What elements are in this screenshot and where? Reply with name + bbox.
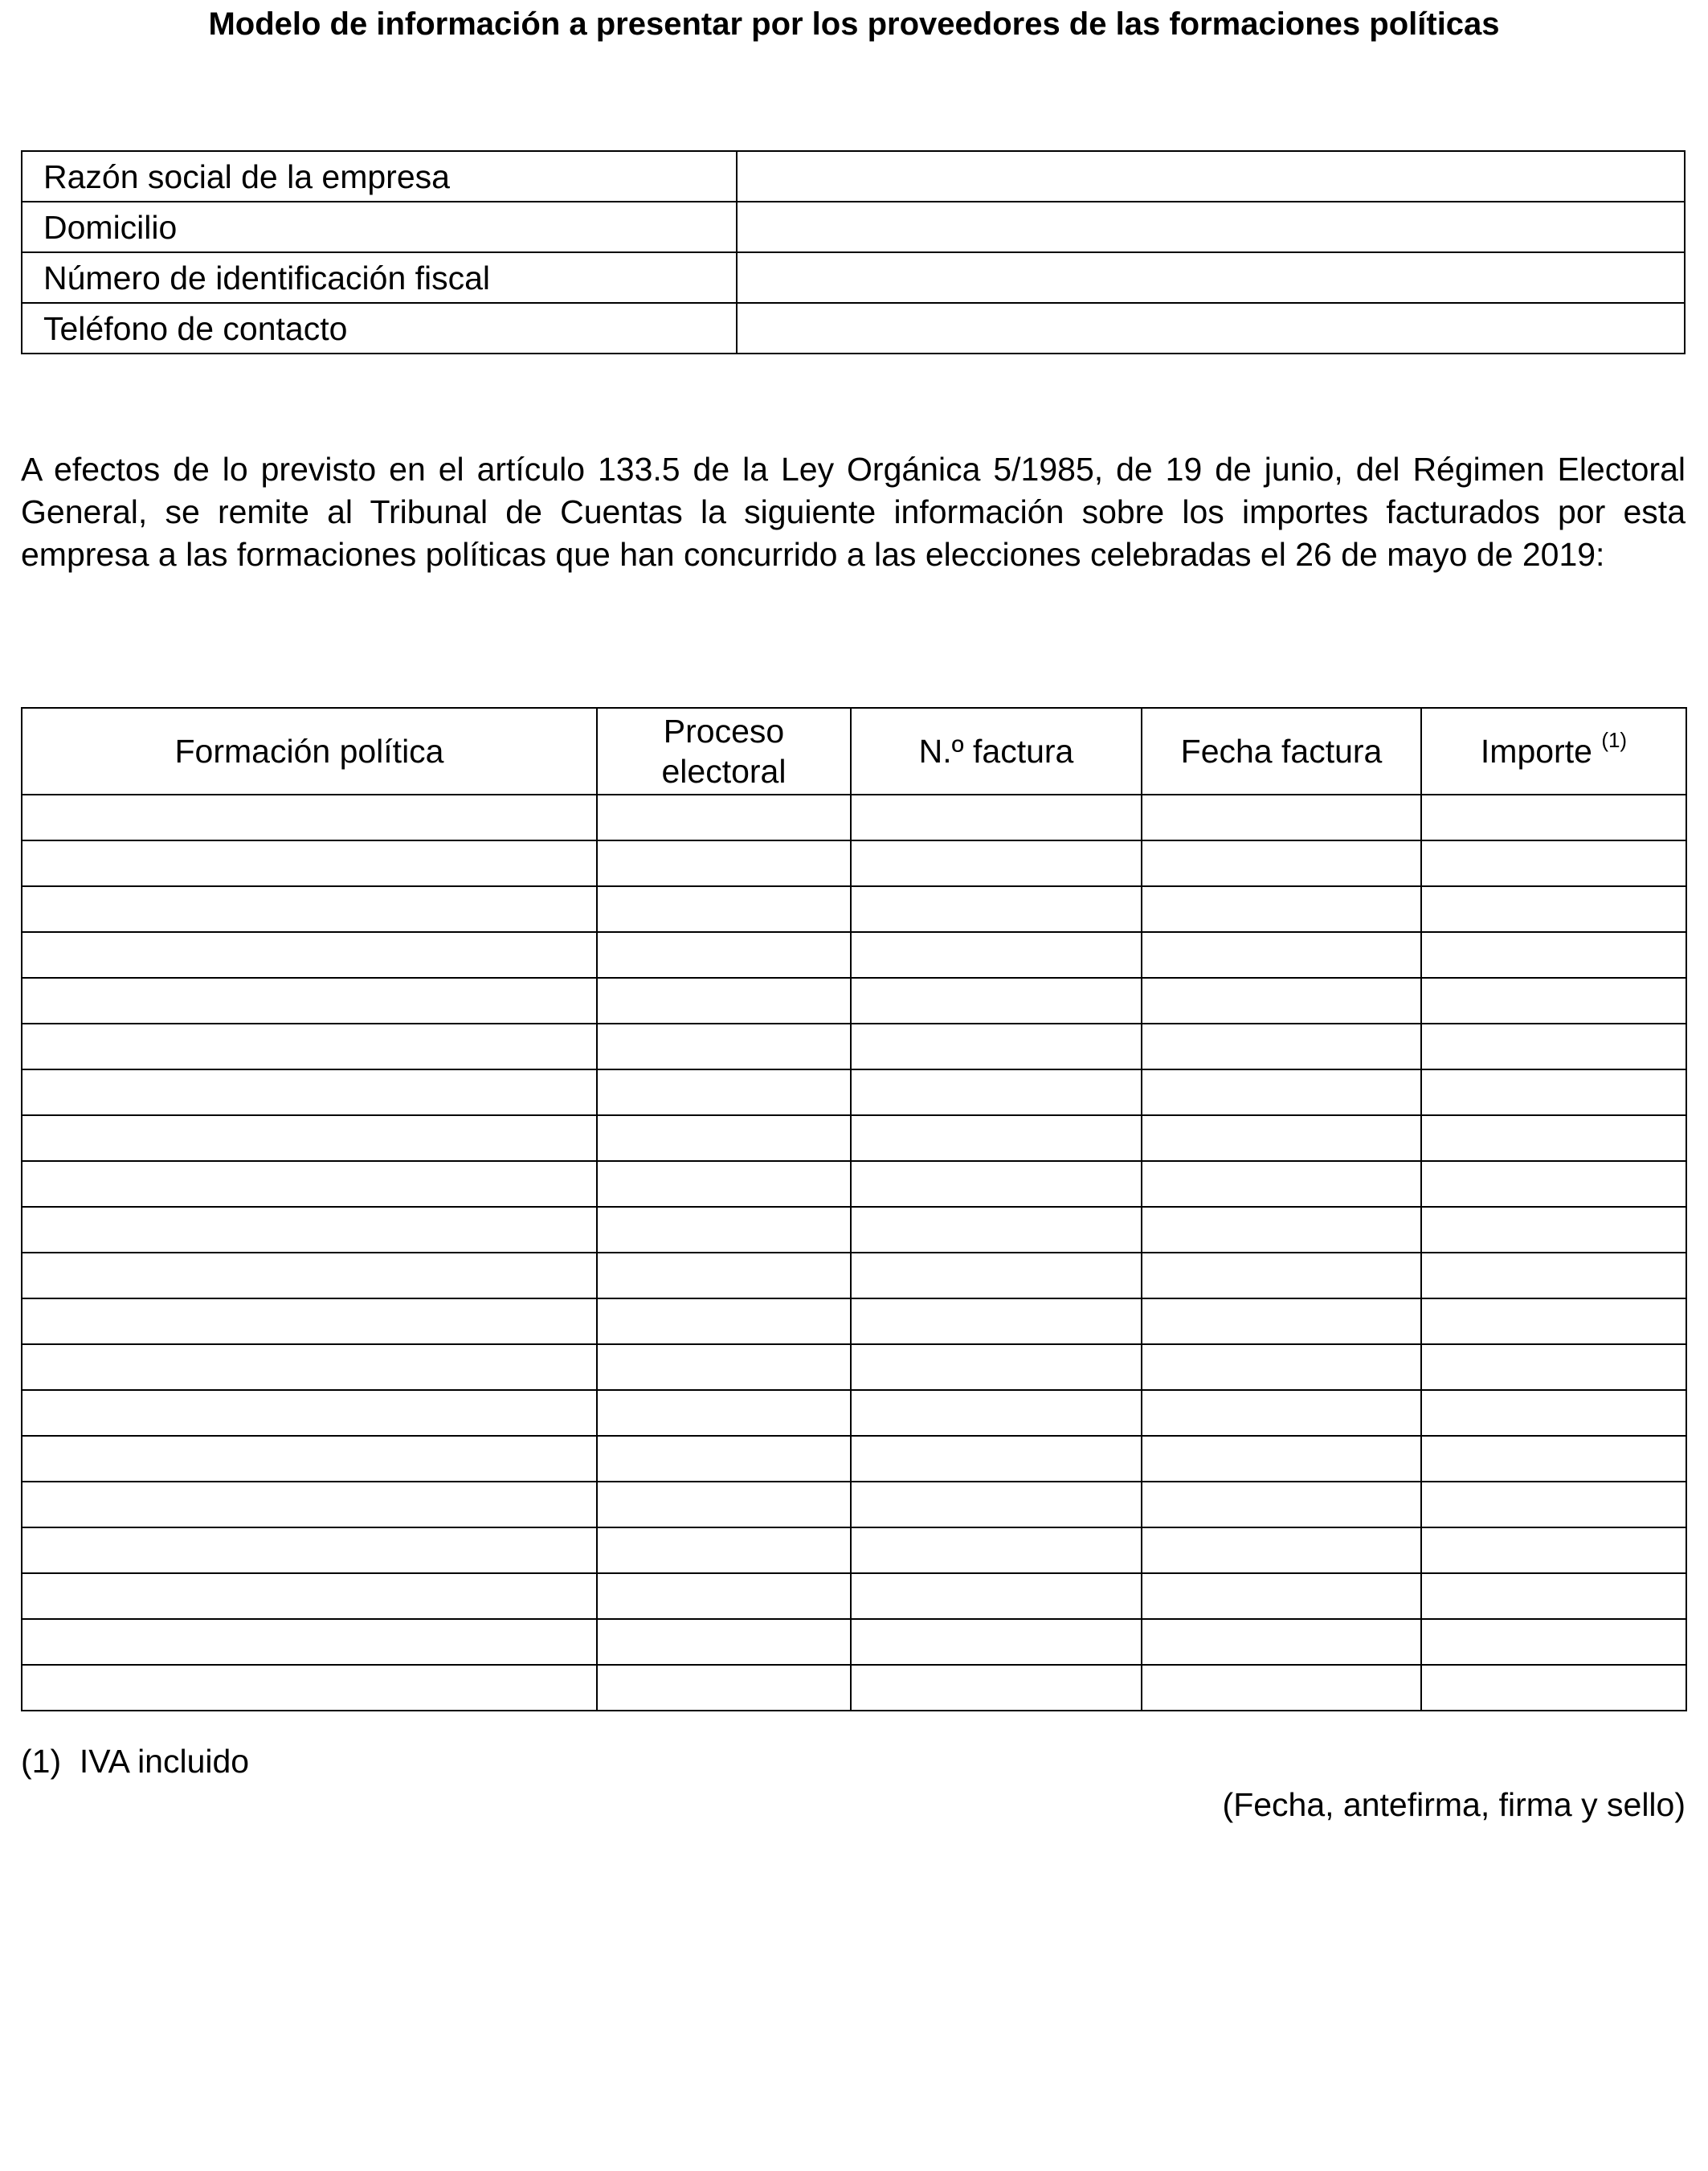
header-proceso-line1: Proceso [663, 713, 785, 750]
table-row [22, 1573, 1686, 1619]
table-cell[interactable] [851, 1436, 1142, 1482]
table-cell[interactable] [597, 1573, 851, 1619]
header-proceso-line2: electoral [661, 753, 787, 790]
table-row [22, 1665, 1686, 1711]
company-field-value[interactable] [737, 151, 1685, 202]
table-cell[interactable] [851, 1344, 1142, 1390]
table-cell[interactable] [1421, 1344, 1686, 1390]
table-cell[interactable] [22, 1069, 597, 1115]
table-cell[interactable] [22, 1390, 597, 1436]
table-cell[interactable] [22, 978, 597, 1024]
table-cell[interactable] [597, 886, 851, 932]
footnote [21, 1740, 249, 1782]
table-cell[interactable] [22, 1482, 597, 1527]
table-cell[interactable] [851, 932, 1142, 978]
table-cell[interactable] [851, 1161, 1142, 1207]
table-cell[interactable] [597, 1115, 851, 1161]
signature-note: (Fecha, antefirma, firma y sello) [1222, 1786, 1686, 1823]
table-cell[interactable] [1421, 1161, 1686, 1207]
table-cell[interactable] [597, 1024, 851, 1069]
footnote-text: IVA incluido [79, 1743, 250, 1780]
table-row [22, 1253, 1686, 1298]
table-cell[interactable] [22, 795, 597, 840]
table-row [22, 1619, 1686, 1665]
invoice-header-row [22, 708, 1686, 795]
table-cell[interactable] [597, 932, 851, 978]
table-cell[interactable] [1421, 1482, 1686, 1527]
company-row-domicilio [22, 202, 1685, 252]
table-cell[interactable] [1142, 1527, 1421, 1573]
table-cell[interactable] [597, 1207, 851, 1253]
table-cell[interactable] [597, 1253, 851, 1298]
table-cell[interactable] [1421, 1024, 1686, 1069]
company-field-label: Teléfono de contacto [22, 303, 737, 354]
company-field-label: Domicilio [22, 202, 737, 252]
company-row-razon-social [22, 151, 1685, 202]
table-cell[interactable] [1142, 1069, 1421, 1115]
table-cell[interactable] [1142, 1573, 1421, 1619]
table-cell[interactable] [22, 1619, 597, 1665]
table-row [22, 1482, 1686, 1527]
table-cell[interactable] [1421, 795, 1686, 840]
table-cell[interactable] [22, 1253, 597, 1298]
company-field-value[interactable] [737, 303, 1685, 354]
table-cell[interactable] [1142, 886, 1421, 932]
table-cell[interactable] [1142, 1344, 1421, 1390]
table-cell[interactable] [851, 795, 1142, 840]
company-field-label: Razón social de la empresa [22, 151, 737, 202]
table-cell[interactable] [1142, 932, 1421, 978]
table-cell[interactable] [851, 886, 1142, 932]
table-cell[interactable] [851, 1482, 1142, 1527]
table-cell[interactable] [851, 1573, 1142, 1619]
table-cell[interactable] [597, 1390, 851, 1436]
table-cell[interactable] [597, 1298, 851, 1344]
table-cell[interactable] [1142, 1390, 1421, 1436]
table-cell[interactable] [1421, 1253, 1686, 1298]
table-row [22, 886, 1686, 932]
table-cell[interactable] [1421, 1665, 1686, 1711]
company-field-label: Número de identificación fiscal [22, 252, 737, 303]
table-cell[interactable] [22, 1161, 597, 1207]
table-row [22, 1436, 1686, 1482]
table-cell[interactable] [851, 1069, 1142, 1115]
table-cell[interactable] [851, 1115, 1142, 1161]
table-cell[interactable] [22, 1436, 597, 1482]
table-cell[interactable] [22, 1527, 597, 1573]
table-cell[interactable] [1142, 795, 1421, 840]
footnote-marker: (1) [21, 1743, 62, 1780]
table-cell[interactable] [1142, 840, 1421, 886]
header-fecha-factura: Fecha factura [1142, 708, 1421, 795]
table-row [22, 1527, 1686, 1573]
table-row [22, 795, 1686, 840]
table-cell[interactable] [597, 1344, 851, 1390]
table-row [22, 1161, 1686, 1207]
page-title: Modelo de información a presentar por los proveedores de las formaciones políticas [208, 6, 1500, 42]
header-importe-label: Importe [1480, 733, 1592, 770]
table-cell[interactable] [22, 1665, 597, 1711]
table-row [22, 1344, 1686, 1390]
table-cell[interactable] [1421, 978, 1686, 1024]
table-row [22, 1115, 1686, 1161]
header-numero-factura: N.º factura [851, 708, 1142, 795]
table-cell[interactable] [1421, 1115, 1686, 1161]
invoice-table [21, 707, 1687, 1711]
table-cell[interactable] [1421, 1619, 1686, 1665]
table-cell[interactable] [1142, 1207, 1421, 1253]
table-cell[interactable] [597, 1161, 851, 1207]
table-cell[interactable] [1421, 886, 1686, 932]
table-row [22, 1069, 1686, 1115]
table-cell[interactable] [597, 1619, 851, 1665]
table-cell[interactable] [1142, 1024, 1421, 1069]
table-row [22, 1390, 1686, 1436]
table-cell[interactable] [597, 1527, 851, 1573]
table-cell[interactable] [1142, 1253, 1421, 1298]
table-cell[interactable] [22, 932, 597, 978]
table-cell[interactable] [22, 886, 597, 932]
table-cell[interactable] [22, 1344, 597, 1390]
table-cell[interactable] [22, 1298, 597, 1344]
table-cell[interactable] [851, 1253, 1142, 1298]
table-cell[interactable] [597, 1069, 851, 1115]
table-cell[interactable] [851, 978, 1142, 1024]
header-formacion-politica: Formación política [22, 708, 597, 795]
table-row [22, 1024, 1686, 1069]
table-cell[interactable] [1142, 1161, 1421, 1207]
table-cell[interactable] [1421, 1390, 1686, 1436]
table-cell[interactable] [1421, 1573, 1686, 1619]
table-cell[interactable] [1421, 1436, 1686, 1482]
table-cell[interactable] [1421, 1298, 1686, 1344]
table-cell[interactable] [1142, 1482, 1421, 1527]
company-field-value[interactable] [737, 252, 1685, 303]
table-cell[interactable] [22, 1573, 597, 1619]
header-importe [1421, 708, 1686, 795]
table-cell[interactable] [597, 978, 851, 1024]
table-cell[interactable] [1421, 932, 1686, 978]
company-field-value[interactable] [737, 202, 1685, 252]
table-cell[interactable] [22, 840, 597, 886]
table-cell[interactable] [1142, 978, 1421, 1024]
table-cell[interactable] [22, 1207, 597, 1253]
table-cell[interactable] [851, 1207, 1142, 1253]
table-cell[interactable] [597, 1665, 851, 1711]
table-row [22, 932, 1686, 978]
table-cell[interactable] [1142, 1115, 1421, 1161]
table-row [22, 1207, 1686, 1253]
table-cell[interactable] [22, 1024, 597, 1069]
company-row-nif [22, 252, 1685, 303]
table-cell[interactable] [1142, 1665, 1421, 1711]
table-cell[interactable] [1142, 1298, 1421, 1344]
table-cell[interactable] [1421, 1069, 1686, 1115]
table-row [22, 978, 1686, 1024]
table-cell[interactable] [1421, 1527, 1686, 1573]
table-cell[interactable] [1421, 840, 1686, 886]
table-cell[interactable] [851, 840, 1142, 886]
table-cell[interactable] [597, 1436, 851, 1482]
table-cell[interactable] [851, 1527, 1142, 1573]
table-cell[interactable] [1421, 1207, 1686, 1253]
table-cell[interactable] [851, 1298, 1142, 1344]
table-cell[interactable] [851, 1024, 1142, 1069]
table-cell[interactable] [851, 1619, 1142, 1665]
header-importe-footnote-ref: (1) [1601, 728, 1628, 753]
table-row [22, 1298, 1686, 1344]
invoice-table-body [22, 795, 1686, 1711]
table-cell[interactable] [851, 1390, 1142, 1436]
table-cell[interactable] [22, 1115, 597, 1161]
table-cell[interactable] [851, 1665, 1142, 1711]
table-cell[interactable] [597, 840, 851, 886]
header-proceso-electoral [597, 708, 851, 795]
table-row [22, 840, 1686, 886]
table-cell[interactable] [597, 1482, 851, 1527]
table-cell[interactable] [1142, 1436, 1421, 1482]
company-row-telefono [22, 303, 1685, 354]
table-cell[interactable] [597, 795, 851, 840]
intro-paragraph: A efectos de lo previsto en el artículo 133.5 de la Ley Orgánica 5/1985, de 19 de junio, del Régimen Electoral General, se remite al Tribunal de Cuentas la siguiente información sobre los importes facturados por esta empresa a las formaciones políticas que han concurrido a las elecciones celebradas el 26 de mayo de 2019: [21, 451, 1686, 573]
table-cell[interactable] [1142, 1619, 1421, 1665]
company-info-table [21, 150, 1686, 354]
